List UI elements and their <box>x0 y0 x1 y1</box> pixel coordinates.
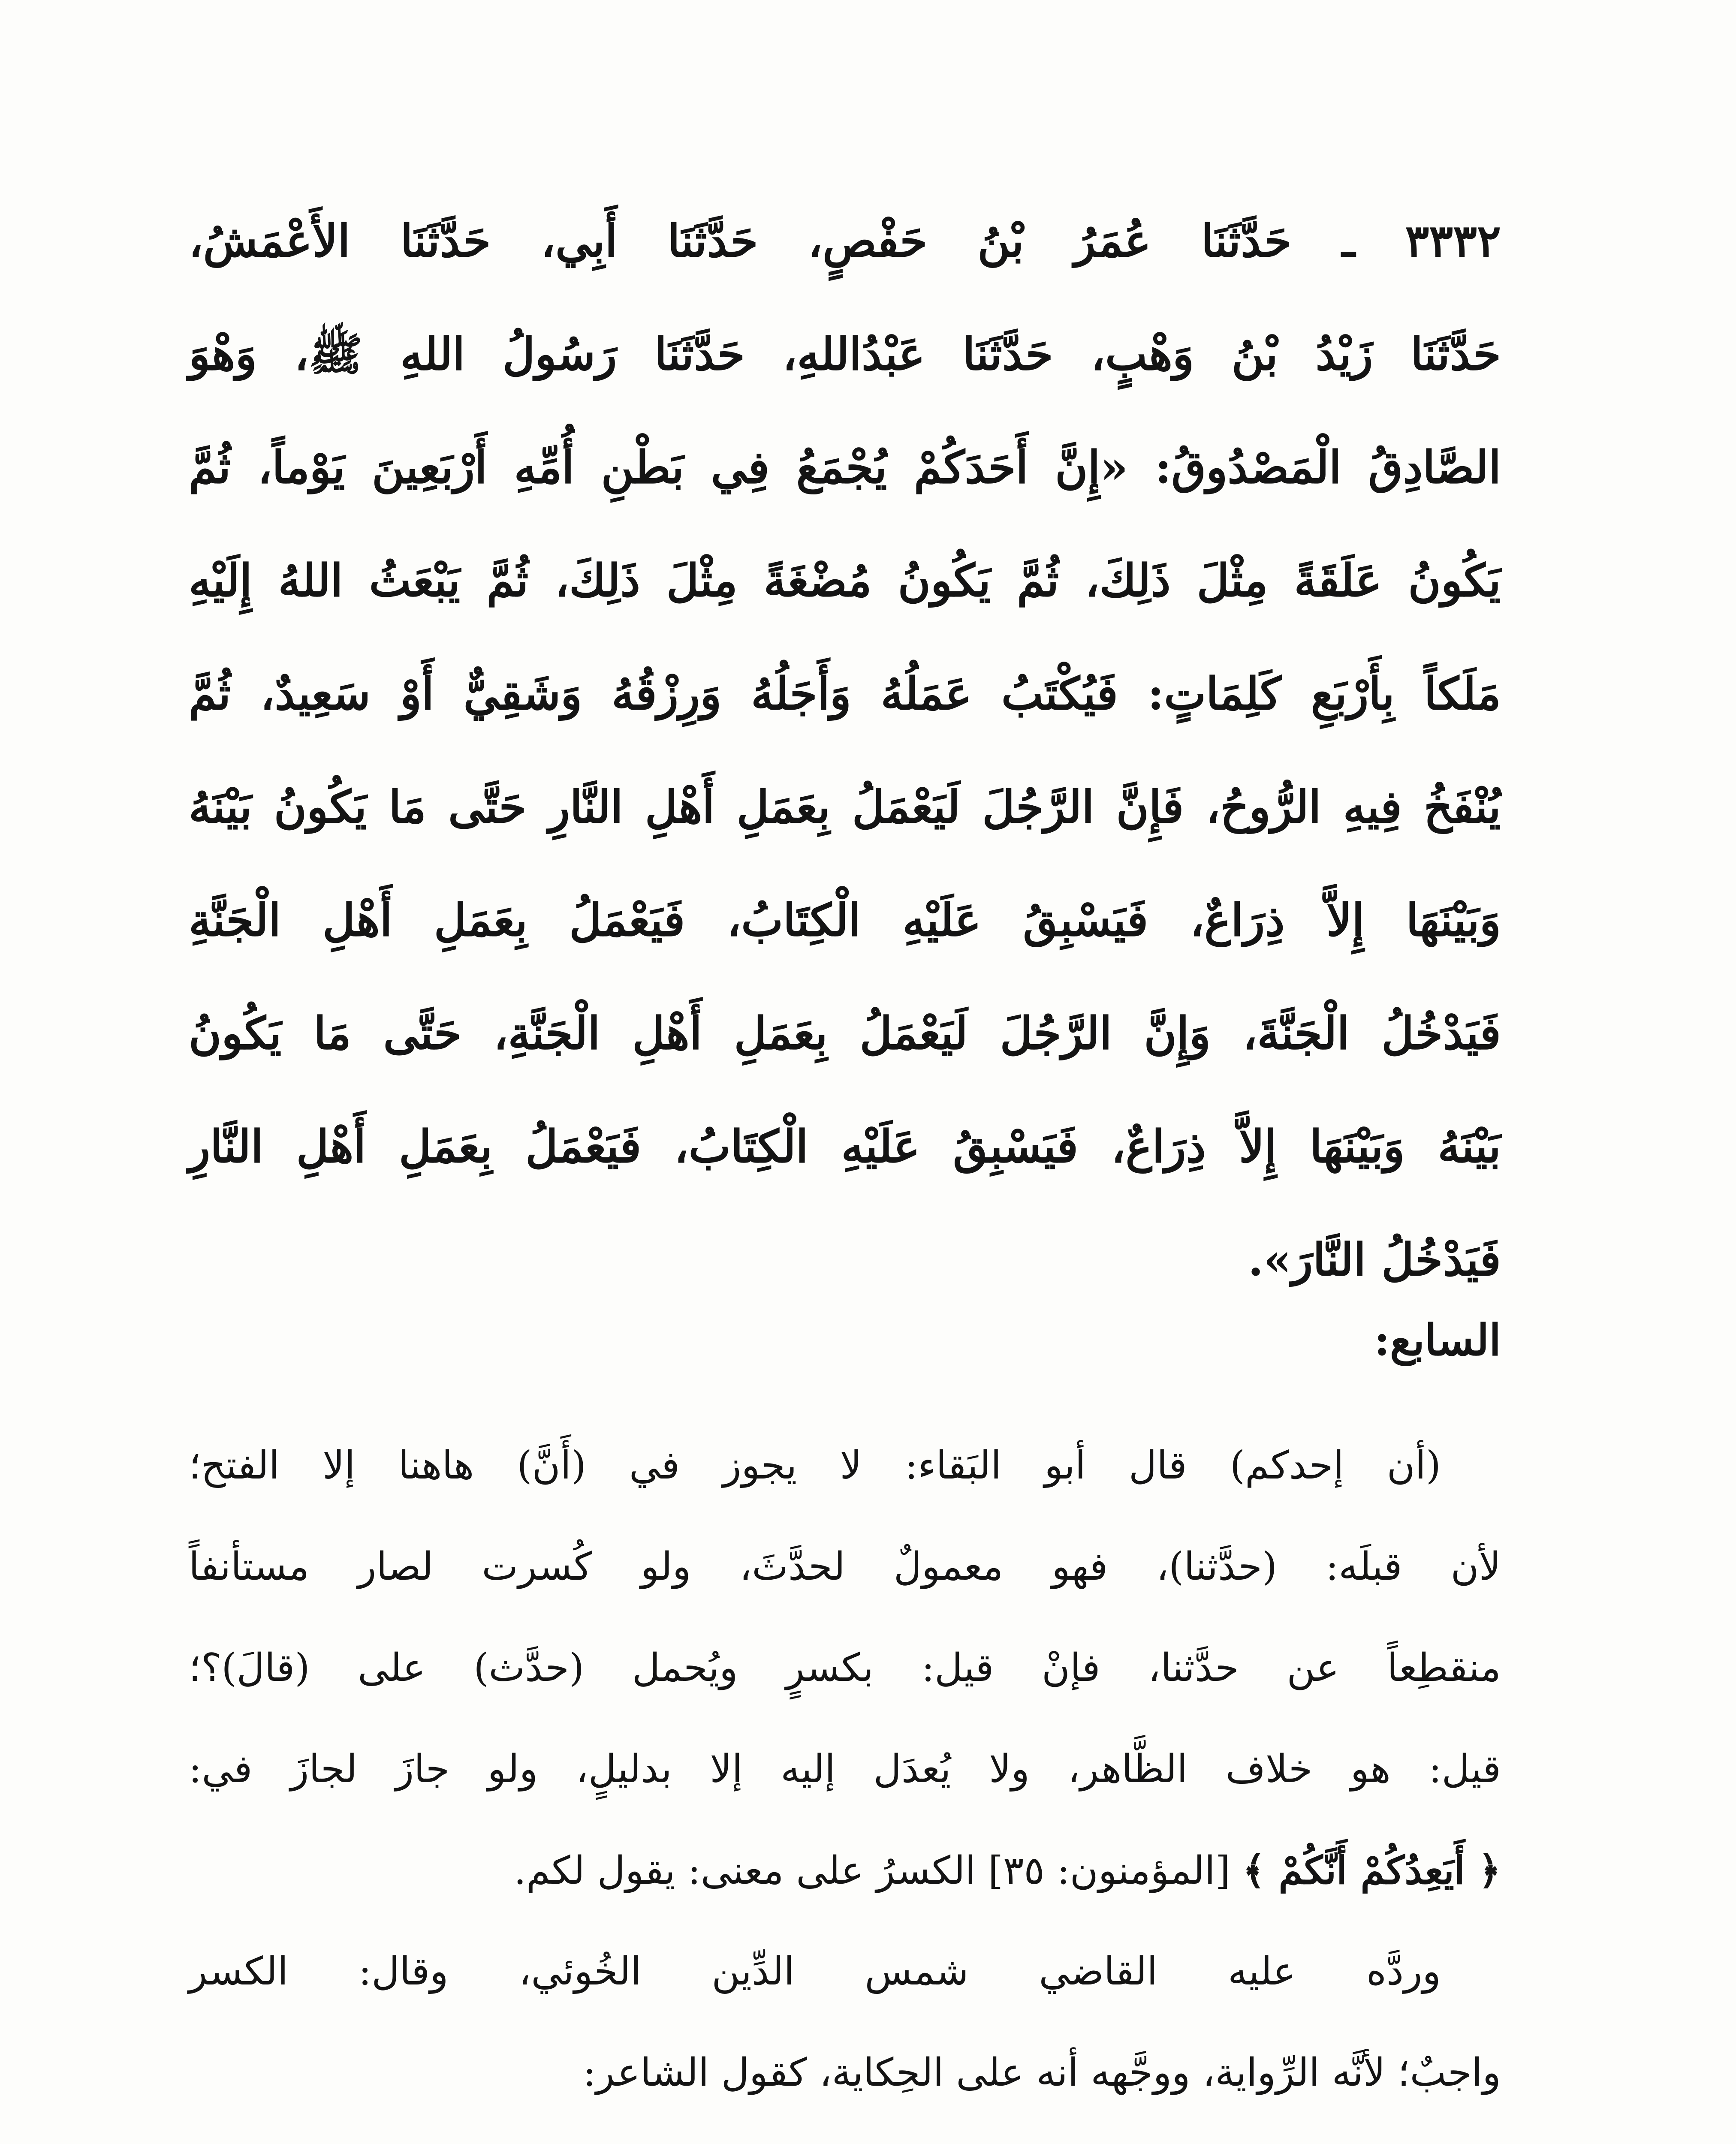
commentary-line: (أن إحدكم) قال أبو البَقاء: لا يجوز في (أَنَّ) هاهنا إلا الفتح؛ <box>189 1443 1441 1488</box>
quran-reference: [المؤمنون: ٣٥] <box>988 1848 1230 1893</box>
section-heading: السابع: <box>1374 1315 1501 1365</box>
hadith-line: مَلَكاً بِأَرْبَعِ كَلِمَاتٍ: فَيُكْتَبُ عَمَلُهُ وَأَجَلُهُ وَرِزْقُهُ وَشَقِيٌّ أَوْ سَعِيدٌ، ثُمَّ <box>189 667 1501 720</box>
hadith-line: فَيَدْخُلُ الْجَنَّةَ، وَإِنَّ الرَّجُلَ لَيَعْمَلُ بِعَمَلِ أَهْلِ الْجَنَّةِ، حَتَّى مَا يَكُونُ <box>189 1007 1501 1060</box>
commentary-line: وردَّه عليه القاضي شمس الدِّين الخُوئي، وقال: الكسر <box>189 1949 1441 1994</box>
hadith-line: فَيَدْخُلُ النَّارَ». <box>1248 1233 1501 1286</box>
quran-verse: ﴿ أَيَعِدُكُمْ أَنَّكُمْ ﴾ <box>1242 1848 1501 1893</box>
hadith-line: وَبَيْنَهَا إِلاَّ ذِرَاعٌ، فَيَسْبِقُ عَلَيْهِ الْكِتَابُ، فَيَعْمَلُ بِعَمَلِ أَهْلِ الْجَنَّةِ <box>189 894 1501 946</box>
hadith-text <box>189 184 1501 1316</box>
commentary-line: لأن قبلَه: (حدَّثنا)، فهو معمولٌ لحدَّثَ، ولو كُسرت لصار مستأنفاً <box>189 1544 1501 1589</box>
hadith-line: حَدَّثَنَا زَيْدُ بْنُ وَهْبٍ، حَدَّثَنَا عَبْدُاللهِ، حَدَّثَنَا رَسُولُ اللهِ ﷺ، وَهْوَ <box>189 328 1501 380</box>
hadith-line: بَيْنَهُ وَبَيْنَهَا إِلاَّ ذِرَاعٌ، فَيَسْبِقُ عَلَيْهِ الْكِتَابُ، فَيَعْمَلُ بِعَمَلِ أَهْلِ النَّارِ <box>189 1120 1501 1173</box>
hadith-line: يُنْفَخُ فِيهِ الرُّوحُ، فَإِنَّ الرَّجُلَ لَيَعْمَلُ بِعَمَلِ أَهْلِ النَّارِ حَتَّى مَا يَكُونُ بَيْنَهُ <box>189 780 1501 833</box>
hadith-line: الصَّادِقُ الْمَصْدُوقُ: «إِنَّ أَحَدَكُمْ يُجْمَعُ فِي بَطْنِ أُمِّهِ أَرْبَعِينَ يَوْماً، ثُمَّ <box>189 441 1501 494</box>
commentary-line: واجبٌ؛ لأنَّه الرِّواية، ووجَّهه أنه على الحِكاية، كقول الشاعر: <box>583 2050 1501 2095</box>
commentary-line: قيل: هو خلاف الظَّاهر، ولا يُعدَل إليه إلا بدليلٍ، ولو جازَ لجازَ في: <box>189 1747 1501 1792</box>
commentary-line-rest: الكسرُ على معنى: يقول لكم. <box>514 1848 976 1893</box>
commentary-text <box>189 1415 1501 2123</box>
hadith-line: يَكُونُ عَلَقَةً مِثْلَ ذَلِكَ، ثُمَّ يَكُونُ مُضْغَةً مِثْلَ ذَلِكَ، ثُمَّ يَبْعَثُ اللهُ إِلَيْهِ <box>189 554 1501 607</box>
hadith-line: ٣٣٣٢ ـ حَدَّثَنَا عُمَرُ بْنُ حَفْصٍ، حَدَّثَنَا أَبِي، حَدَّثَنَا الأَعْمَشُ، <box>189 214 1501 267</box>
commentary-line-verse <box>189 1820 1501 1921</box>
commentary-line: منقطِعاً عن حدَّثنا، فإنْ قيل: بكسرٍ ويُحمل (حدَّث) على (قالَ)؟؛ <box>189 1645 1501 1690</box>
